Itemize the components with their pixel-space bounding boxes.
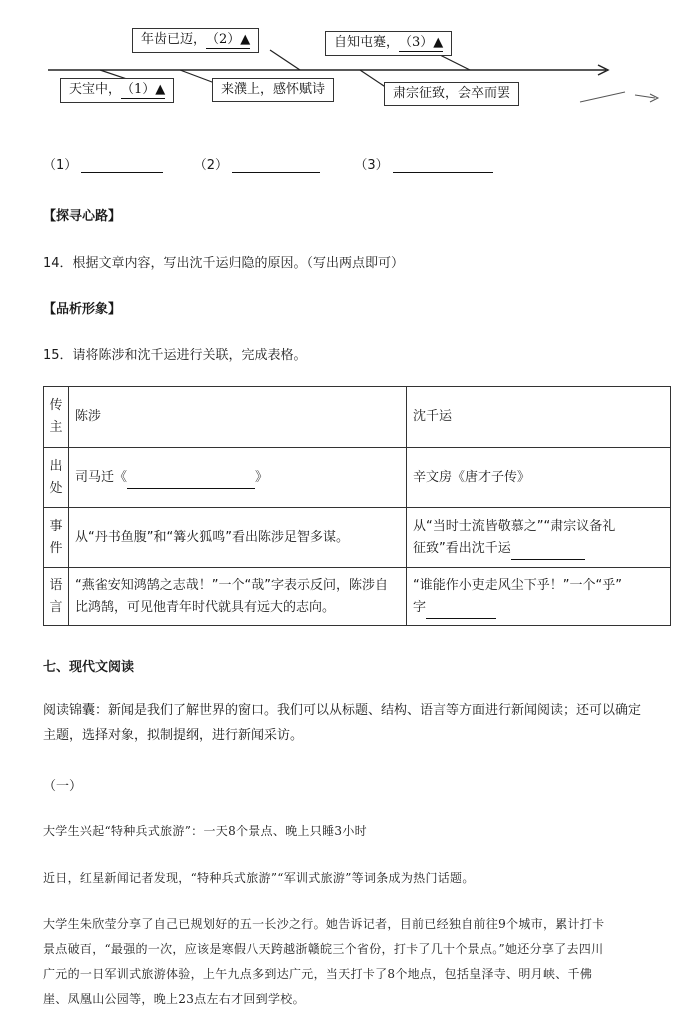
timeline-box-puhang: 来濮上，感怀赋诗 xyxy=(212,78,334,102)
table-row-source xyxy=(44,448,671,508)
blank-3[interactable]: （3）▲ xyxy=(399,35,444,50)
source-blank[interactable] xyxy=(127,474,255,489)
news-headline: 大学生兴起“特种兵式旅游”：一天8个景点、晚上只睡3小时 xyxy=(43,824,367,838)
row-header-source: 出 处 xyxy=(44,448,69,508)
table-row-language xyxy=(44,568,671,626)
comparison-table xyxy=(43,386,671,626)
cell-shenqianyun-source: 辛文房《唐才子传》 xyxy=(407,448,671,508)
section-explore-heading: 【探寻心路】 xyxy=(43,209,122,224)
row-header-subject: 传 主 xyxy=(44,387,69,448)
section-7-heading: 七、现代文阅读 xyxy=(43,660,135,675)
reading-tip-paragraph: 阅读锦囊：新闻是我们了解世界的窗口。我们可以从标题、结构、语言等方面进行新闻阅读；还可以确定 主题，选择对象，拟制提纲，进行新闻采访。 xyxy=(43,703,642,743)
cell-shenqianyun-name: 沈千运 xyxy=(407,387,671,448)
section-image-heading: 【品析形象】 xyxy=(43,302,122,317)
row-header-event: 事 件 xyxy=(44,508,69,568)
question-15: 15．请将陈涉和沈千运进行关联，完成表格。 xyxy=(43,348,307,363)
table-row-subject xyxy=(44,387,671,448)
answer-blank-2[interactable] xyxy=(232,158,320,173)
cell-chenshe-language: “燕雀安知鸿鹄之志哉！”一个“哉”字表示反问，陈涉自 比鸿鹄，可见他青年时代就具有远大的志向。 xyxy=(69,568,407,626)
cell-chenshe-name: 陈涉 xyxy=(69,387,407,448)
cell-shenqianyun-language: “谁能作小吏走风尘下乎！”一个“乎” 字 xyxy=(407,568,671,626)
language-blank[interactable] xyxy=(426,604,496,619)
cell-chenshe-event: 从“丹书鱼腹”和“篝火狐鸣”看出陈涉足智多谋。 xyxy=(69,508,407,568)
news-paragraph-2: 大学生朱欣莹分享了自己已规划好的五一长沙之行。她告诉记者，目前已经独自前往9个城市，累计打卡 景点破百，“最强的一次，应该是寒假八天跨越浙赣皖三个省份，打卡了几十个景点。”她还分享了去四川 广元的一日军训式旅游体验，上午九点多到达广元，当天打卡了8个地点，包括皇泽寺、明月峡、千佛 崖、凤凰山公园等，晚上23点左右才回到学校。 xyxy=(43,917,605,1006)
part-one-label: （一） xyxy=(43,779,83,794)
timeline-box-hardship: 自知屯蹇，（3）▲ xyxy=(325,31,452,56)
news-paragraph-1: 近日，红星新闻记者发现，“特种兵式旅游”“军训式旅游”等词条成为热门话题。 xyxy=(43,871,475,885)
table-row-event xyxy=(44,508,671,568)
cell-chenshe-source: 司马迁《 》 xyxy=(69,448,407,508)
cell-shenqianyun-event: 从“当时士流皆敬慕之”“肃宗议备礼 征致”看出沈千运 xyxy=(407,508,671,568)
blank-2[interactable]: （2）▲ xyxy=(206,32,251,47)
blank-1[interactable]: （1）▲ xyxy=(121,82,166,97)
event-blank[interactable] xyxy=(511,545,585,560)
timeline-box-tianbao: 天宝中，（1）▲ xyxy=(60,78,174,103)
row-header-language: 语 言 xyxy=(44,568,69,626)
answer-blanks-line: （1） （2） （3） xyxy=(43,154,493,173)
timeline-diagram xyxy=(0,0,699,140)
timeline-box-age: 年齿已迈，（2）▲ xyxy=(132,28,259,53)
answer-blank-3[interactable] xyxy=(393,158,493,173)
timeline-lines xyxy=(0,0,699,140)
question-14: 14．根据文章内容，写出沈千运归隐的原因。（写出两点即可） xyxy=(43,256,405,271)
timeline-box-suzong: 肃宗征致，会卒而罢 xyxy=(384,82,519,106)
answer-blank-1[interactable] xyxy=(81,158,163,173)
